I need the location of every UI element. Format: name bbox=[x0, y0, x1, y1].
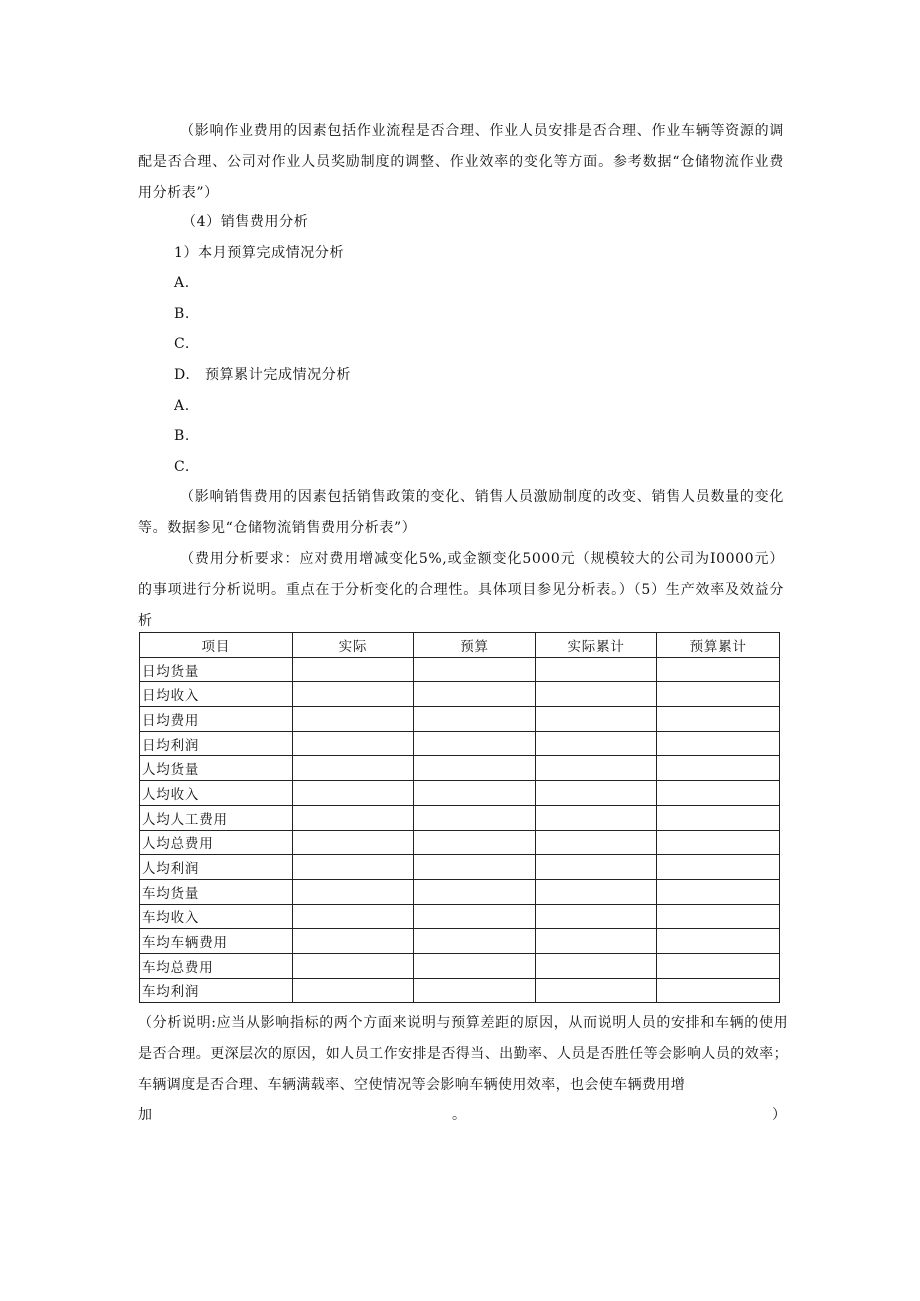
cell-actual-cumulative bbox=[535, 731, 657, 756]
row-label: 日均货量 bbox=[140, 657, 293, 682]
table-row bbox=[140, 830, 780, 855]
cell-actual bbox=[292, 953, 414, 978]
cell-budget bbox=[414, 929, 536, 954]
cell-budget-cumulative bbox=[657, 781, 780, 806]
cell-actual bbox=[292, 929, 414, 954]
table-header-row bbox=[140, 633, 780, 658]
table-row bbox=[140, 929, 780, 954]
cell-actual-cumulative bbox=[535, 904, 657, 929]
header-actual-cumulative: 实际累计 bbox=[535, 633, 657, 658]
table-row bbox=[140, 781, 780, 806]
cell-budget bbox=[414, 978, 536, 1003]
cell-budget-cumulative bbox=[657, 682, 780, 707]
cell-budget bbox=[414, 904, 536, 929]
cell-budget bbox=[414, 879, 536, 904]
paragraph-analysis-requirements: （费用分析要求：应对费用增减变化5%,或金额变化5000元（规模较大的公司为I0000元）的事项进行分析说明。重点在于分析变化的合理性。具体项目参见分析表。）（5）生产效率及效益分析 bbox=[138, 551, 784, 629]
row-label: 日均费用 bbox=[140, 707, 293, 732]
list-item-b-2: B. bbox=[174, 428, 190, 444]
table-row bbox=[140, 731, 780, 756]
cell-actual bbox=[292, 978, 414, 1003]
paragraph-sales-cost-factors: （影响销售费用的因素包括销售政策的变化、销售人员激励制度的改变、销售人员数量的变化等。数据参见“仓储物流销售费用分析表”） bbox=[138, 489, 784, 536]
row-label: 车均货量 bbox=[140, 879, 293, 904]
cell-budget bbox=[414, 657, 536, 682]
cell-actual bbox=[292, 682, 414, 707]
cell-actual-cumulative bbox=[535, 953, 657, 978]
cell-actual bbox=[292, 657, 414, 682]
cell-budget-cumulative bbox=[657, 805, 780, 830]
cell-budget bbox=[414, 682, 536, 707]
header-budget-cumulative: 预算累计 bbox=[657, 633, 780, 658]
cell-actual-cumulative bbox=[535, 855, 657, 880]
table-row bbox=[140, 978, 780, 1003]
table-row bbox=[140, 855, 780, 880]
header-budget: 预算 bbox=[414, 633, 536, 658]
cell-budget-cumulative bbox=[657, 731, 780, 756]
cell-budget-cumulative bbox=[657, 657, 780, 682]
cell-actual-cumulative bbox=[535, 805, 657, 830]
cell-actual bbox=[292, 707, 414, 732]
row-label: 人均利润 bbox=[140, 855, 293, 880]
cell-budget bbox=[414, 731, 536, 756]
cell-budget bbox=[414, 855, 536, 880]
cell-budget bbox=[414, 805, 536, 830]
cell-actual-cumulative bbox=[535, 707, 657, 732]
cell-budget bbox=[414, 781, 536, 806]
paragraph-work-cost-factors: （影响作业费用的因素包括作业流程是否合理、作业人员安排是否合理、作业车辆等资源的调配是否合理、公司对作业人员奖励制度的调整、作业效率的变化等方面。参考数据“仓储物流作业费用分析表”） bbox=[138, 123, 784, 201]
cell-actual bbox=[292, 879, 414, 904]
list-item-a: A. bbox=[174, 275, 190, 291]
row-label: 车均车辆费用 bbox=[140, 929, 293, 954]
section-4-heading: （4）销售费用分析 bbox=[182, 214, 309, 230]
list-item-a-2: A. bbox=[174, 398, 190, 414]
cell-budget-cumulative bbox=[657, 855, 780, 880]
table-row bbox=[140, 657, 780, 682]
table-row bbox=[140, 682, 780, 707]
efficiency-analysis-table bbox=[139, 632, 780, 1003]
cell-actual bbox=[292, 756, 414, 781]
header-actual: 实际 bbox=[292, 633, 414, 658]
subsection-1-heading: 1）本月预算完成情况分析 bbox=[174, 245, 345, 261]
row-label: 日均收入 bbox=[140, 682, 293, 707]
cell-budget-cumulative bbox=[657, 978, 780, 1003]
cell-budget bbox=[414, 756, 536, 781]
table-row bbox=[140, 879, 780, 904]
list-item-c: C. bbox=[174, 336, 190, 352]
cell-budget-cumulative bbox=[657, 707, 780, 732]
row-label: 人均人工费用 bbox=[140, 805, 293, 830]
final-line-close-paren: ） bbox=[772, 1107, 786, 1123]
cell-actual bbox=[292, 805, 414, 830]
cell-actual-cumulative bbox=[535, 682, 657, 707]
cell-budget-cumulative bbox=[657, 756, 780, 781]
list-item-c-2: C. bbox=[174, 459, 190, 475]
cell-actual bbox=[292, 855, 414, 880]
cell-actual bbox=[292, 781, 414, 806]
cell-actual bbox=[292, 830, 414, 855]
cell-budget-cumulative bbox=[657, 929, 780, 954]
table-row bbox=[140, 805, 780, 830]
row-label: 车均总费用 bbox=[140, 953, 293, 978]
cell-budget bbox=[414, 953, 536, 978]
list-item-b: B. bbox=[174, 306, 190, 322]
cell-actual-cumulative bbox=[535, 929, 657, 954]
row-label: 人均货量 bbox=[140, 756, 293, 781]
table-row bbox=[140, 756, 780, 781]
table-row bbox=[140, 707, 780, 732]
cell-actual-cumulative bbox=[535, 657, 657, 682]
row-label: 车均利润 bbox=[140, 978, 293, 1003]
cell-budget-cumulative bbox=[657, 904, 780, 929]
paragraph-analysis-note: （分析说明:应当从影响指标的两个方面来说明与预算差距的原因，从而说明人员的安排和车辆的使用是否合理。更深层次的原因，如人员工作安排是否得当、出勤率、人员是否胜任等会影响人员的效率；车辆调度是否合理、车辆满载率、空使情况等会影响车辆使用效率，也会使车辆费用增 bbox=[138, 1015, 788, 1093]
cell-budget-cumulative bbox=[657, 953, 780, 978]
cell-actual-cumulative bbox=[535, 879, 657, 904]
header-item: 项目 bbox=[140, 633, 293, 658]
cell-actual bbox=[292, 904, 414, 929]
cell-budget bbox=[414, 830, 536, 855]
table-row bbox=[140, 953, 780, 978]
cell-budget-cumulative bbox=[657, 879, 780, 904]
row-label: 日均利润 bbox=[140, 731, 293, 756]
row-label: 人均总费用 bbox=[140, 830, 293, 855]
cell-budget bbox=[414, 707, 536, 732]
cell-actual-cumulative bbox=[535, 756, 657, 781]
cell-budget-cumulative bbox=[657, 830, 780, 855]
list-item-d: D. 预算累计完成情况分析 bbox=[174, 367, 351, 383]
final-line bbox=[138, 1105, 784, 1125]
cell-actual-cumulative bbox=[535, 978, 657, 1003]
cell-actual-cumulative bbox=[535, 830, 657, 855]
row-label: 车均收入 bbox=[140, 904, 293, 929]
cell-actual-cumulative bbox=[535, 781, 657, 806]
final-line-start: 加 bbox=[138, 1107, 152, 1123]
table-row bbox=[140, 904, 780, 929]
final-line-period: 。 bbox=[452, 1107, 466, 1123]
cell-actual bbox=[292, 731, 414, 756]
row-label: 人均收入 bbox=[140, 781, 293, 806]
